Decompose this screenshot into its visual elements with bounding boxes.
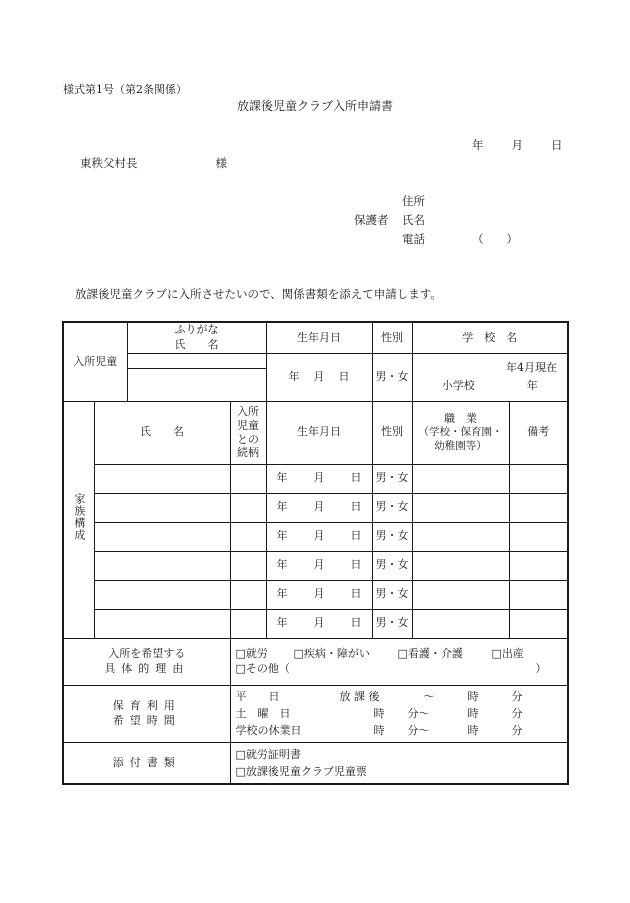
attachments-label: 添付書類	[63, 742, 230, 784]
school-name-header: 学 校 名	[412, 322, 568, 353]
reason-options-line2	[236, 662, 568, 676]
child-birth-field[interactable]	[266, 353, 372, 401]
hours-saturday-label: 土 曜 日	[235, 706, 291, 720]
reason-option-nursing[interactable]: □看護・介護	[397, 647, 463, 661]
hours-holiday-end-minute[interactable]: 分	[511, 724, 523, 738]
family-job-title: 職 業	[444, 411, 477, 425]
hours-saturday-start-hour[interactable]: 時	[373, 706, 385, 720]
family-section-label	[63, 401, 94, 638]
reason-label	[63, 638, 230, 685]
hours-weekday-end-minute[interactable]: 分	[511, 689, 523, 703]
application-statement: 放課後児童クラブに入所させたいので、関係書類を添えて申請します。	[75, 287, 442, 301]
child-furigana-field[interactable]	[127, 353, 266, 368]
family-gender-field[interactable]: 男・女	[372, 493, 412, 522]
hours-saturday-end-minute[interactable]: 分	[511, 706, 523, 720]
family-birth-year: 年	[276, 500, 288, 514]
school-as-of: 年4月現在	[506, 360, 557, 374]
child-birth-day: 日	[338, 369, 350, 383]
reason-label-line2: 具体的理由	[104, 661, 190, 675]
hours-holiday-end-hour[interactable]: 時	[467, 724, 479, 738]
furigana-label: ふりがな	[174, 323, 219, 337]
guardian-label: 保護者	[354, 213, 389, 227]
addressee-name: 東秩父村長	[80, 156, 138, 170]
family-birth-field[interactable]	[266, 522, 372, 551]
application-table	[62, 321, 569, 785]
child-name-label: 氏 名	[174, 337, 219, 351]
hours-weekday-tilde: 〜	[423, 689, 435, 703]
family-remarks-field[interactable]	[509, 551, 568, 580]
school-grade-line	[413, 379, 568, 393]
family-birth-month: 月	[313, 471, 325, 485]
family-row	[63, 609, 568, 638]
family-birth-field[interactable]	[266, 464, 372, 493]
hours-label	[63, 685, 230, 742]
family-birth-day: 日	[350, 558, 362, 572]
family-name-field[interactable]	[94, 551, 230, 580]
guardian-tel-field[interactable]: （ ）	[472, 232, 518, 246]
child-section-label: 入所児童	[63, 322, 127, 401]
family-relation-field[interactable]	[230, 464, 266, 493]
date-day: 日	[551, 138, 563, 152]
family-row	[63, 493, 568, 522]
family-birth-month: 月	[313, 587, 325, 601]
family-birth-year: 年	[276, 558, 288, 572]
guardian-address-label: 住所	[402, 194, 425, 208]
family-birth-day: 日	[350, 471, 362, 485]
family-gender-field[interactable]: 男・女	[372, 464, 412, 493]
family-name-field[interactable]	[94, 580, 230, 609]
hours-holiday-row	[236, 722, 568, 739]
family-row	[63, 551, 568, 580]
family-birth-month: 月	[313, 558, 325, 572]
reason-other-close: ）	[535, 661, 547, 675]
hours-label-line1: 保育利用	[112, 699, 181, 713]
family-row	[63, 522, 568, 551]
family-job-field[interactable]	[412, 522, 509, 551]
family-birth-field[interactable]	[266, 609, 372, 638]
child-birth-year: 年	[288, 369, 300, 383]
family-remarks-field[interactable]	[509, 580, 568, 609]
hours-weekday-start: 放 課 後	[339, 689, 380, 703]
family-name-field[interactable]	[94, 609, 230, 638]
family-job-header	[412, 401, 509, 464]
family-relation-header	[230, 401, 266, 464]
family-birth-day: 日	[350, 587, 362, 601]
family-remarks-field[interactable]	[509, 493, 568, 522]
family-gender-field[interactable]: 男・女	[372, 609, 412, 638]
hours-saturday-row	[236, 705, 568, 722]
family-gender-field[interactable]: 男・女	[372, 551, 412, 580]
date-year: 年	[472, 138, 484, 152]
attachment-child-card[interactable]: □放課後児童クラブ児童票	[235, 764, 367, 778]
family-row	[63, 464, 568, 493]
reason-options-line1	[236, 647, 568, 661]
family-birth-month: 月	[313, 500, 325, 514]
family-birth-field[interactable]	[266, 551, 372, 580]
family-birth-year: 年	[276, 587, 288, 601]
attachments-list	[230, 742, 568, 784]
hours-weekday-row	[236, 688, 568, 705]
hours-fields	[230, 685, 568, 742]
family-gender-header: 性別	[372, 401, 412, 464]
family-birth-header: 生年月日	[266, 401, 372, 464]
family-relation-field[interactable]	[230, 609, 266, 638]
family-birth-year: 年	[276, 529, 288, 543]
family-relation-text: 入所児童との続柄	[237, 405, 259, 460]
addressee-suffix: 様	[215, 156, 227, 170]
family-job-field[interactable]	[412, 580, 509, 609]
family-name-field[interactable]	[94, 493, 230, 522]
family-gender-field[interactable]: 男・女	[372, 580, 412, 609]
family-remarks-field[interactable]	[509, 522, 568, 551]
date-month: 月	[511, 138, 523, 152]
hours-saturday-start-minute[interactable]: 分〜	[407, 706, 430, 720]
school-suffix: 小学校	[441, 379, 475, 392]
family-job-field[interactable]	[412, 609, 509, 638]
child-gender-field[interactable]: 男・女	[372, 353, 412, 401]
hours-weekday-label: 平 日	[235, 689, 280, 703]
reason-option-other[interactable]: □その他（	[235, 661, 290, 675]
family-birth-month: 月	[313, 529, 325, 543]
attachment-employment-certificate[interactable]: □就労証明書	[235, 747, 301, 761]
furigana-name-header	[127, 322, 266, 353]
form-number: 様式第1号（第2条関係）	[63, 83, 187, 96]
family-birth-day: 日	[350, 500, 362, 514]
guardian-name-label: 氏名	[402, 213, 425, 227]
child-birth-month: 月	[313, 369, 325, 383]
reason-option-work[interactable]: □就労	[235, 647, 268, 661]
child-gender-header: 性別	[372, 322, 412, 353]
addressee	[80, 158, 227, 170]
family-birth-day: 日	[350, 616, 362, 630]
family-relation-field[interactable]	[230, 493, 266, 522]
family-job-field[interactable]	[412, 551, 509, 580]
family-birth-year: 年	[276, 471, 288, 485]
family-row	[63, 580, 568, 609]
child-name-field[interactable]	[127, 368, 266, 401]
family-birth-day: 日	[350, 529, 362, 543]
hours-holiday-start-minute[interactable]: 分〜	[407, 724, 430, 738]
family-gender-field[interactable]: 男・女	[372, 522, 412, 551]
hours-holiday-start-hour[interactable]: 時	[373, 724, 385, 738]
child-birth-header: 生年月日	[266, 322, 372, 353]
child-school-field[interactable]	[412, 353, 568, 401]
hours-label-line2: 希望時間	[112, 713, 181, 727]
family-relation-field[interactable]	[230, 522, 266, 551]
family-birth-month: 月	[313, 616, 325, 630]
family-name-field[interactable]	[94, 464, 230, 493]
family-remarks-field[interactable]	[509, 464, 568, 493]
hours-saturday-end-hour[interactable]: 時	[467, 706, 479, 720]
family-birth-field[interactable]	[266, 493, 372, 522]
family-job-note: （学校・保育園・幼稚園等）	[418, 426, 503, 452]
reason-label-line1: 入所を希望する	[108, 647, 186, 661]
family-remarks-header: 備考	[509, 401, 568, 464]
grade-suffix: 年	[526, 379, 538, 392]
guardian-tel-label: 電話	[402, 232, 425, 246]
reason-option-illness[interactable]: □疾病・障がい	[293, 647, 370, 661]
family-birth-year: 年	[276, 616, 288, 630]
hours-weekday-end-hour[interactable]: 時	[467, 689, 479, 703]
family-section-text: 家族構成	[72, 493, 86, 542]
family-job-field[interactable]	[412, 464, 509, 493]
reason-options	[230, 638, 568, 685]
family-birth-field[interactable]	[266, 580, 372, 609]
hours-holiday-label: 学校の休業日	[235, 724, 302, 738]
family-name-header: 氏 名	[94, 401, 230, 464]
family-relation-field[interactable]	[230, 551, 266, 580]
application-date	[472, 140, 563, 152]
document-title: 放課後児童クラブ入所申請書	[236, 99, 393, 113]
reason-option-childbirth[interactable]: □出産	[491, 647, 524, 661]
family-remarks-field[interactable]	[509, 609, 568, 638]
family-name-field[interactable]	[94, 522, 230, 551]
family-job-field[interactable]	[412, 493, 509, 522]
family-relation-field[interactable]	[230, 580, 266, 609]
